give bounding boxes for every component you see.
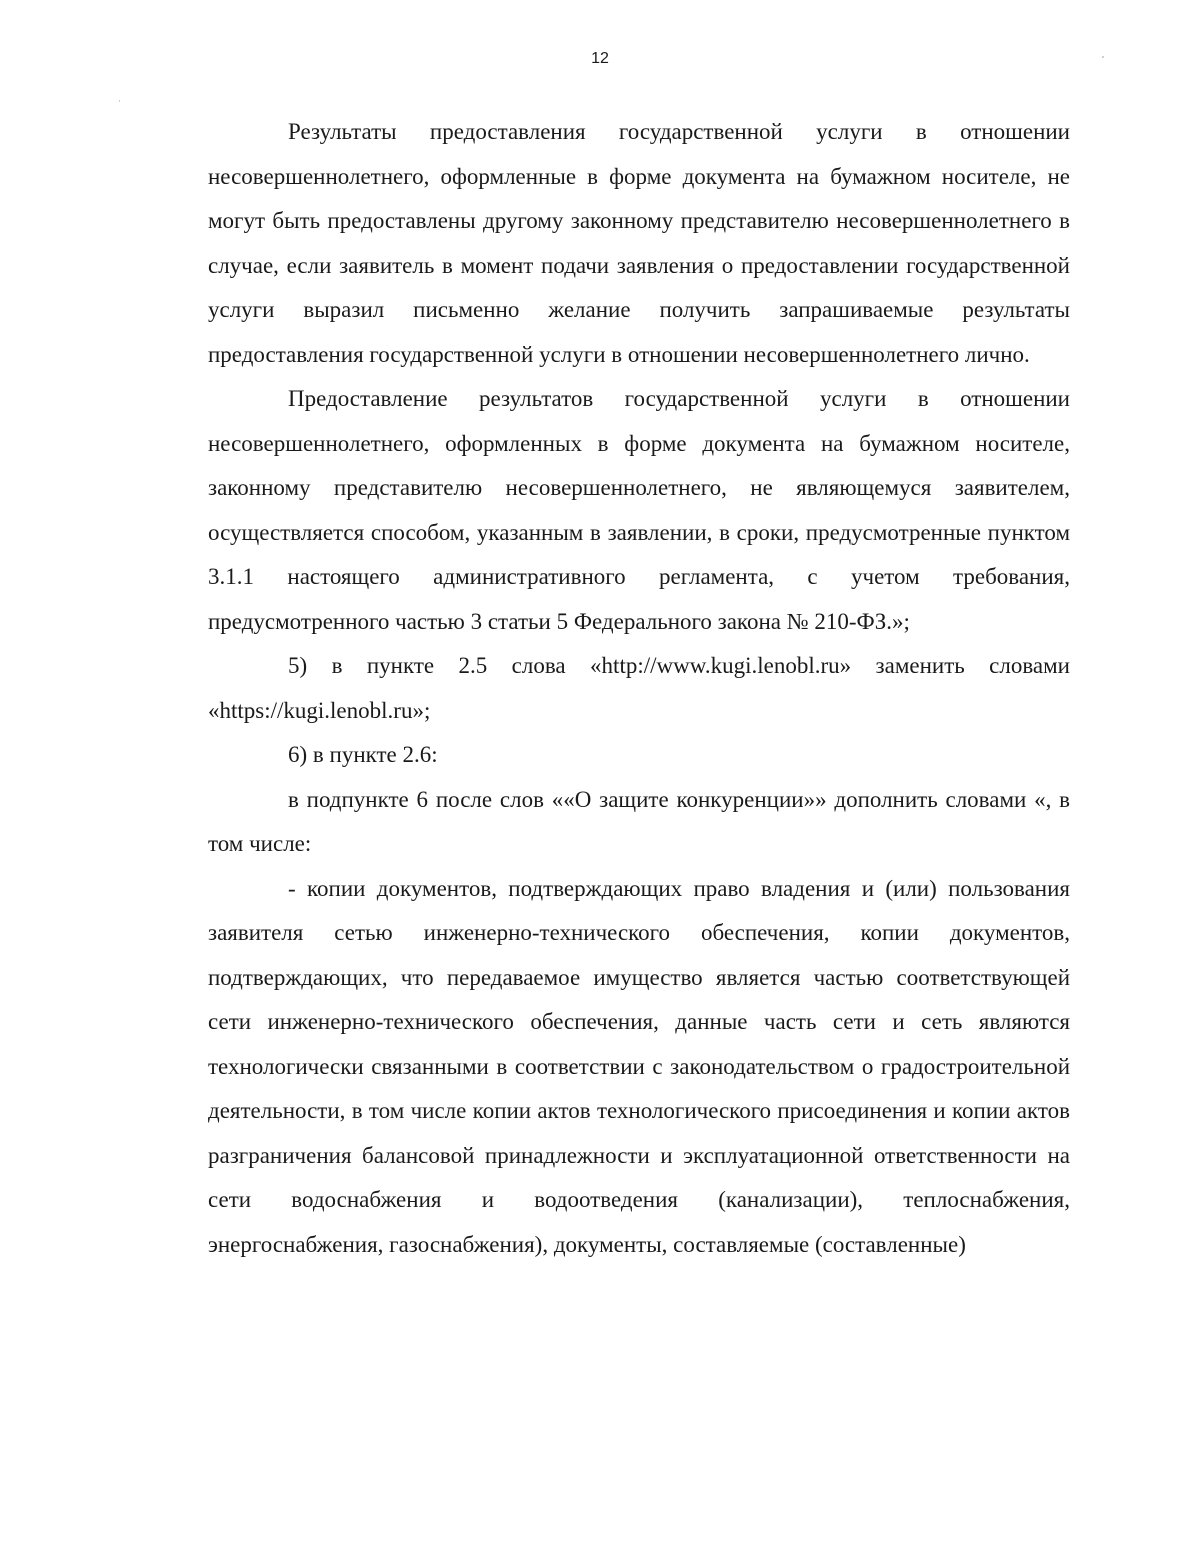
scan-artifact-dot [119,100,120,102]
paragraph: Предоставление результатов государственной услуги в отношении несовершеннолетнего, оформленных в форме документа на бумажном носителе, законному представителю несовершеннолетнего, не являющемуся заявителем, осуществляется способом, указанным в заявлении, в сроки, предусмотренные пунктом 3.1.1 настоящего административного регламента, с учетом требования, предусмотренного частью 3 статьи 5 Федерального закона № 210-ФЗ.»; [208,386,1070,634]
paragraph: в подпункте 6 после слов ««О защите конкуренции»» дополнить словами «, в том числе: [208,786,1070,856]
paragraph: Результаты предоставления государственной услуги в отношении несовершеннолетнего, оформленные в форме документа на бумажном носителе, не могут быть предоставлены другому законному представителю несовершеннолетнего в случае, если заявитель в момент подачи заявления о предоставлении государственной услуги выразил письменно желание получить запрашиваемые результаты предоставления государственной услуги в отношении несовершеннолетнего лично. [208,119,1070,367]
paragraph: - копии документов, подтверждающих право владения и (или) пользования заявителя сетью инженерно-технического обеспечения, копии документов, подтверждающих, что передаваемое имущество является частью соответствующей сети инженерно-технического обеспечения, данные часть сети и сеть являются технологически связанными в соответствии с законодательством о градостроительной деятельности, в том числе копии актов технологического присоединения и копии актов разграничения балансовой принадлежности и эксплуатационной ответственности на сети водоснабжения и водоотведения (канализации), теплоснабжения, энергоснабжения, газоснабжения), документы, составляемые (составленные) [208,875,1070,1257]
document-body [208,110,1070,1267]
page-number: 12 [591,50,609,67]
paragraph: 6) в пункте 2.6: [288,742,438,767]
paragraph: 5) в пункте 2.5 слова «http://www.kugi.lenobl.ru» заменить словами «https://kugi.lenobl.ru»; [208,653,1070,723]
